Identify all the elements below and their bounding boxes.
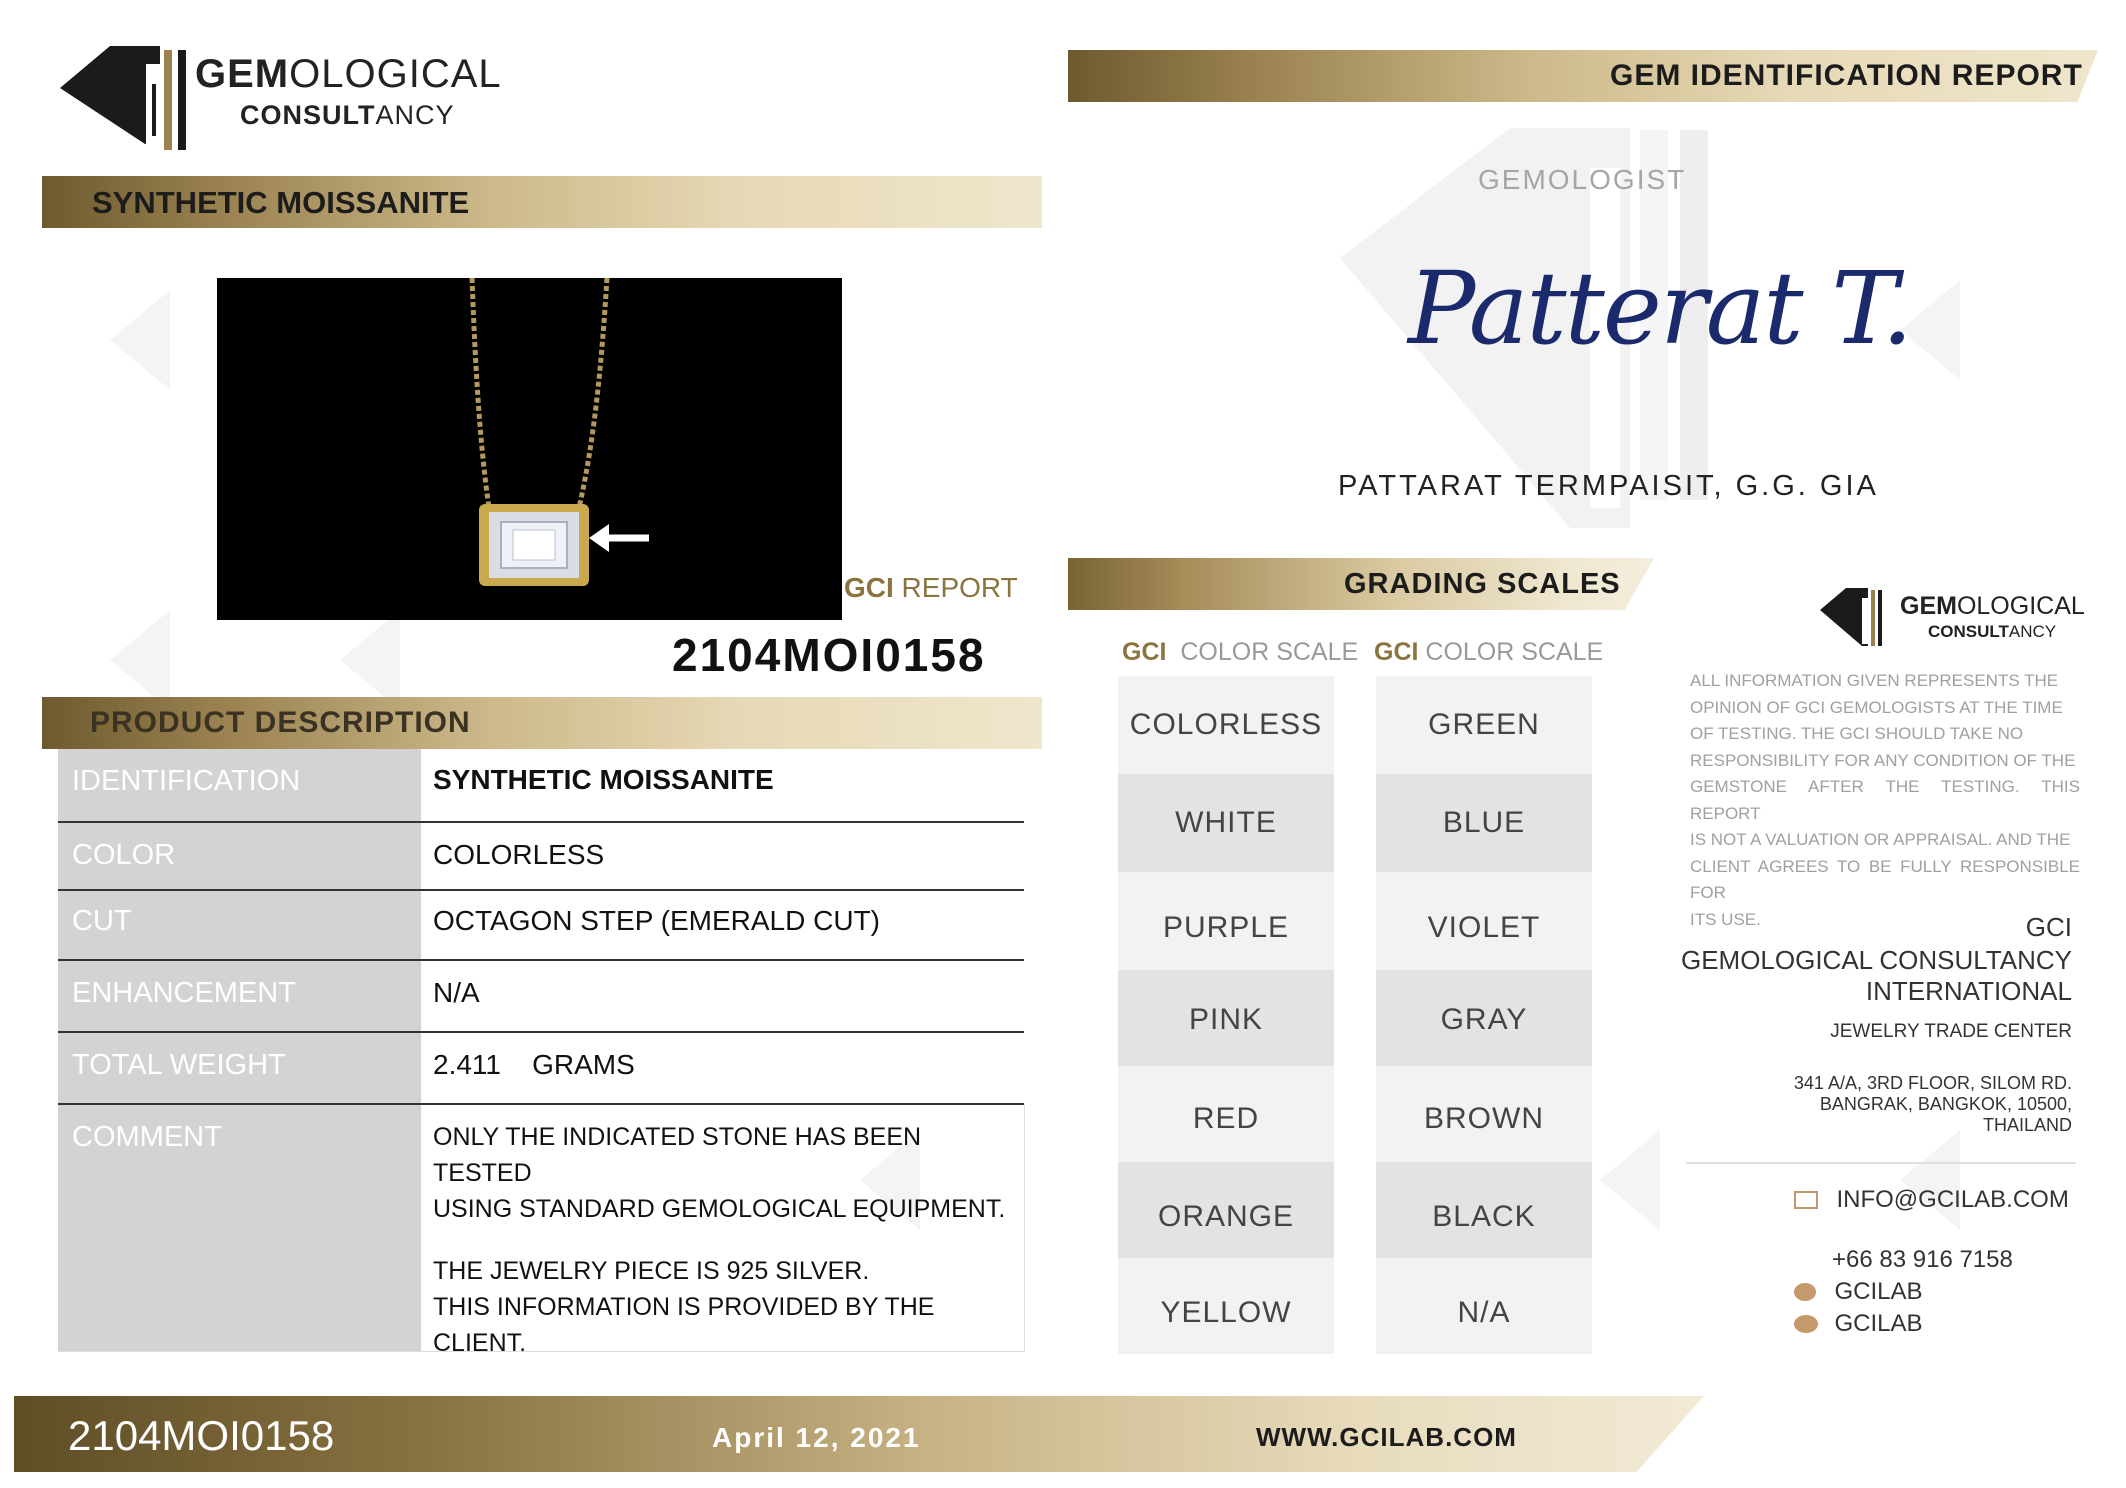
footer-report-number: 2104MOI0158 bbox=[68, 1412, 335, 1459]
scale-right-item: BLUE bbox=[1376, 774, 1592, 872]
phone-number: +66 83 916 7158 bbox=[1832, 1246, 2013, 1273]
gemologist-signature: Patterat T. bbox=[1408, 250, 1912, 367]
color-scale-header-left bbox=[1122, 638, 1358, 667]
scale-left-item: WHITE bbox=[1118, 774, 1334, 872]
cut-label: CUT bbox=[58, 891, 421, 959]
disclaimer-line: ITS USE. bbox=[1690, 909, 1761, 929]
scale-right-item: BROWN bbox=[1376, 1066, 1592, 1162]
table-row-color bbox=[58, 823, 1024, 891]
small-logo-line1-rest: OLOGICAL bbox=[1956, 592, 2085, 620]
footer-website[interactable]: WWW.GCILAB.COM bbox=[1256, 1422, 1517, 1452]
table-row-cut bbox=[58, 891, 1024, 961]
gci-report-tag bbox=[844, 572, 1018, 604]
logo-wordmark-line1 bbox=[195, 52, 502, 97]
gci-small-logo-mark-icon bbox=[1820, 586, 1884, 648]
comment-value bbox=[433, 1119, 1024, 1361]
disclaimer-line: RESPONSIBILITY FOR ANY CONDITION OF THE bbox=[1690, 750, 2076, 770]
color-scale-header-left-bold: GCI bbox=[1122, 638, 1167, 666]
cut-value: OCTAGON STEP (EMERALD CUT) bbox=[433, 905, 881, 936]
email-link[interactable]: INFO@GCILAB.COM bbox=[1836, 1186, 2069, 1213]
gci-logo bbox=[60, 44, 500, 154]
wechat-id: GCILAB bbox=[1834, 1310, 1923, 1337]
table-row-total-weight bbox=[58, 1033, 1024, 1105]
report-title: GEM IDENTIFICATION REPORT bbox=[1610, 59, 2083, 92]
report-number: 2104MOI0158 bbox=[672, 629, 986, 681]
comment-label: COMMENT bbox=[58, 1105, 421, 1351]
wechat-icon bbox=[1794, 1315, 1818, 1333]
disclaimer-line: CLIENT AGREES TO BE FULLY RESPONSIBLE FOR bbox=[1690, 856, 2080, 902]
disclaimer-line: OF TESTING. THE GCI SHOULD TAKE NO bbox=[1690, 724, 2024, 743]
footer-date: April 12, 2021 bbox=[712, 1422, 921, 1453]
comment-line-4: THIS INFORMATION IS PROVIDED BY THE CLIENT. bbox=[433, 1293, 935, 1357]
comment-line-3: THE JEWELRY PIECE IS 925 SILVER. bbox=[433, 1257, 870, 1285]
color-scale-header-left-rest: COLOR SCALE bbox=[1166, 638, 1359, 666]
small-logo-line1 bbox=[1900, 592, 2085, 621]
necklace-illustration bbox=[217, 278, 842, 620]
disclaimer-line: ALL INFORMATION GIVEN REPRESENTS THE bbox=[1690, 671, 2059, 690]
company-building: JEWELRY TRADE CENTER bbox=[1830, 1021, 2072, 1042]
logo-wordmark-line2 bbox=[240, 100, 455, 131]
disclaimer-line: IS NOT A VALUATION OR APPRAISAL. AND THE bbox=[1690, 830, 2071, 849]
color-scale-header-right-bold: GCI bbox=[1374, 638, 1419, 666]
gci-small-logo bbox=[1820, 586, 2100, 656]
disclaimer-line: GEMSTONE AFTER THE TESTING. THIS REPORT bbox=[1690, 777, 2080, 823]
color-value: COLORLESS bbox=[433, 839, 605, 870]
small-logo-line2 bbox=[1928, 622, 2056, 642]
total-weight-value: 2.411 GRAMS bbox=[433, 1049, 635, 1080]
product-description-title: PRODUCT DESCRIPTION bbox=[90, 706, 471, 739]
gemologist-label: GEMOLOGIST bbox=[1478, 164, 1687, 195]
scale-left-item: YELLOW bbox=[1118, 1258, 1334, 1354]
disclaimer-line: OPINION OF GCI GEMOLOGISTS AT THE TIME bbox=[1690, 697, 2063, 717]
logo-line1-rest: OLOGICAL bbox=[289, 52, 502, 96]
table-row-identification bbox=[58, 749, 1024, 823]
mail-icon bbox=[1794, 1191, 1818, 1209]
scale-left-item: PURPLE bbox=[1118, 872, 1334, 970]
gemologist-name: PATTARAT TERMPAISIT, G.G. GIA bbox=[1338, 470, 1879, 502]
scale-right-item: GRAY bbox=[1376, 970, 1592, 1066]
company-info bbox=[1680, 912, 2072, 1136]
grading-scales-title: GRADING SCALES bbox=[1344, 568, 1621, 600]
scale-left-item: COLORLESS bbox=[1118, 676, 1334, 774]
divider bbox=[1686, 1162, 2076, 1164]
scale-right-item: VIOLET bbox=[1376, 872, 1592, 970]
scale-right-item: N/A bbox=[1376, 1258, 1592, 1354]
enhancement-label: ENHANCEMENT bbox=[58, 961, 421, 1031]
line-chat-icon bbox=[1794, 1283, 1816, 1301]
logo-line2-rest: ANCY bbox=[375, 100, 455, 130]
company-name-line2: INTERNATIONAL bbox=[1865, 976, 2072, 1006]
scale-right-item: GREEN bbox=[1376, 676, 1592, 774]
stone-title: SYNTHETIC MOISSANITE bbox=[92, 185, 470, 220]
table-row-comment bbox=[58, 1105, 1025, 1357]
company-address-line: 341 A/A, 3RD FLOOR, SILOM RD. bbox=[1793, 1073, 2072, 1093]
comment-line-2: USING STANDARD GEMOLOGICAL EQUIPMENT. bbox=[433, 1195, 1006, 1223]
jewelry-photo bbox=[217, 278, 842, 620]
line-id: GCILAB bbox=[1834, 1278, 1923, 1305]
color-scale-header-right-rest: COLOR SCALE bbox=[1418, 638, 1604, 666]
table-row-enhancement bbox=[58, 961, 1024, 1033]
gci-logo-mark-icon bbox=[60, 44, 195, 152]
company-address-line: BANGRAK, BANGKOK, 10500, bbox=[1819, 1094, 2072, 1114]
scale-left-item: ORANGE bbox=[1118, 1162, 1334, 1258]
company-address-line: THAILAND bbox=[1982, 1115, 2072, 1135]
disclaimer bbox=[1690, 668, 2080, 933]
scale-right-item: BLACK bbox=[1376, 1162, 1592, 1258]
comment-line-1: ONLY THE INDICATED STONE HAS BEEN TESTED bbox=[433, 1123, 922, 1187]
color-scale-header-right bbox=[1374, 638, 1603, 667]
logo-line2-bold: CONSULT bbox=[240, 100, 376, 130]
identification-value: SYNTHETIC MOISSANITE bbox=[433, 764, 774, 795]
color-label: COLOR bbox=[58, 823, 421, 889]
small-logo-line2-bold: CONSULT bbox=[1928, 622, 2009, 641]
gci-report-tag-rest: REPORT bbox=[893, 572, 1018, 603]
small-logo-line2-rest: ANCY bbox=[2008, 622, 2057, 641]
contact-email-row bbox=[1794, 1186, 2069, 1214]
enhancement-value: N/A bbox=[433, 977, 480, 1008]
company-abbr: GCI bbox=[2025, 912, 2072, 942]
scale-left-item: PINK bbox=[1118, 970, 1334, 1066]
scale-left-item: RED bbox=[1118, 1066, 1334, 1162]
total-weight-label: TOTAL WEIGHT bbox=[58, 1033, 421, 1103]
small-logo-line1-bold: GEM bbox=[1900, 592, 1957, 620]
company-name-line1: GEMOLOGICAL CONSULTANCY bbox=[1680, 945, 2072, 975]
gci-report-tag-bold: GCI bbox=[844, 572, 894, 603]
logo-line1-bold: GEM bbox=[195, 52, 290, 96]
contact-line-row bbox=[1794, 1278, 1922, 1306]
identification-label: IDENTIFICATION bbox=[58, 749, 421, 821]
contact-wechat-row bbox=[1794, 1310, 1922, 1338]
